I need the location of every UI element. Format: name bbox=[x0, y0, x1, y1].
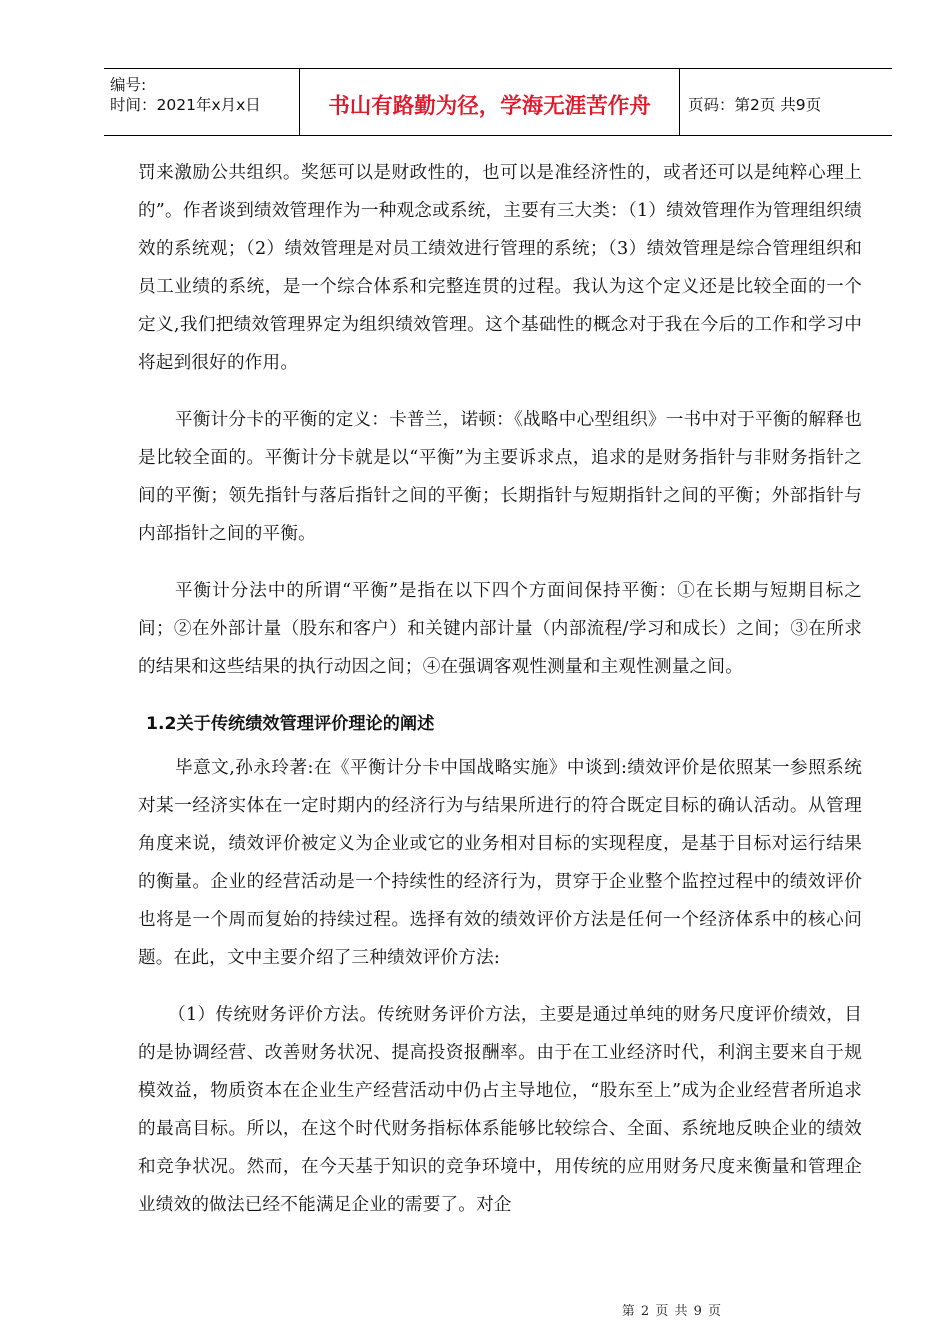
document-number-label: 编号: bbox=[110, 76, 147, 94]
header-motto-cell bbox=[300, 69, 680, 135]
document-body bbox=[138, 154, 862, 1243]
body-paragraph-4: 毕意文,孙永玲著:在《平衡计分卡中国战略实施》中谈到:绩效评价是依照某一参照系统对某一经济实体在一定时期内的经济行为与结果所进行的符合既定目标的确认活动。从管理角度来说，绩效评价被定义为企业或它的业务相对目标的实现程度，是基于目标对运行结果的衡量。企业的经营活动是一个持续性的经济行为，贯穿于企业整个监控过程中的绩效评价也将是一个周而复始的持续过程。选择有效的绩效评价方法是任何一个经济体系中的核心问题。在此，文中主要介绍了三种绩效评价方法: bbox=[138, 758, 862, 968]
document-time-label: 时间：2021年x月x日 bbox=[110, 96, 261, 114]
body-paragraph-3: 平衡计分法中的所谓“平衡”是指在以下四个方面间保持平衡：①在长期与短期目标之间；②在外部计量（股东和客户）和关键内部计量（内部流程/学习和成长）之间；③在所求的结果和这些结果的执行动因之间；④在强调客观性测量和主观性测量之间。 bbox=[138, 581, 862, 677]
page-footer: 第 2 页 共 9 页 bbox=[621, 1304, 722, 1319]
body-paragraph-2: 平衡计分卡的平衡的定义：卡普兰，诺顿：《战略中心型组织》一书中对于平衡的解释也是比较全面的。平衡计分卡就是以“平衡”为主要诉求点，追求的是财务指针与非财务指针之间的平衡；领先指针与落后指针之间的平衡；长期指针与短期指针之间的平衡；外部指针与内部指针之间的平衡。 bbox=[138, 410, 862, 544]
section-heading: 1.2关于传统绩效管理评价理论的阐述 bbox=[146, 714, 435, 734]
header-page-cell bbox=[680, 69, 892, 135]
header-motto: 书山有路勤为径，学海无涯苦作舟 bbox=[328, 94, 651, 119]
header-meta-cell bbox=[104, 69, 300, 135]
document-header bbox=[104, 68, 892, 136]
body-paragraph-1: 罚来激励公共组织。奖惩可以是财政性的，也可以是准经济性的，或者还可以是纯粹心理上的”。作者谈到绩效管理作为一种观念或系统，主要有三大类：（1）绩效管理作为管理组织绩效的系统观；（2）绩效管理是对员工绩效进行管理的系统；（3）绩效管理是综合管理组织和员工业绩的系统，是一个综合体系和完整连贯的过程。我认为这个定义还是比较全面的一个定义,我们把绩效管理界定为组织绩效管理。这个基础性的概念对于我在今后的工作和学习中将起到很好的作用。 bbox=[138, 163, 862, 373]
body-paragraph-5: （1）传统财务评价方法。传统财务评价方法，主要是通过单纯的财务尺度评价绩效，目的是协调经营、改善财务状况、提高投资报酬率。由于在工业经济时代，利润主要来自于规模效益，物质资本在企业生产经营活动中仍占主导地位，“股东至上”成为企业经营者所追求的最高目标。所以，在这个时代财务指标体系能够比较综合、全面、系统地反映企业的绩效和竞争状况。然而，在今天基于知识的竞争环境中，用传统的应用财务尺度来衡量和管理企业绩效的做法已经不能满足企业的需要了。对企 bbox=[138, 1005, 862, 1215]
header-page-code: 页码：第2页 共9页 bbox=[688, 96, 822, 114]
